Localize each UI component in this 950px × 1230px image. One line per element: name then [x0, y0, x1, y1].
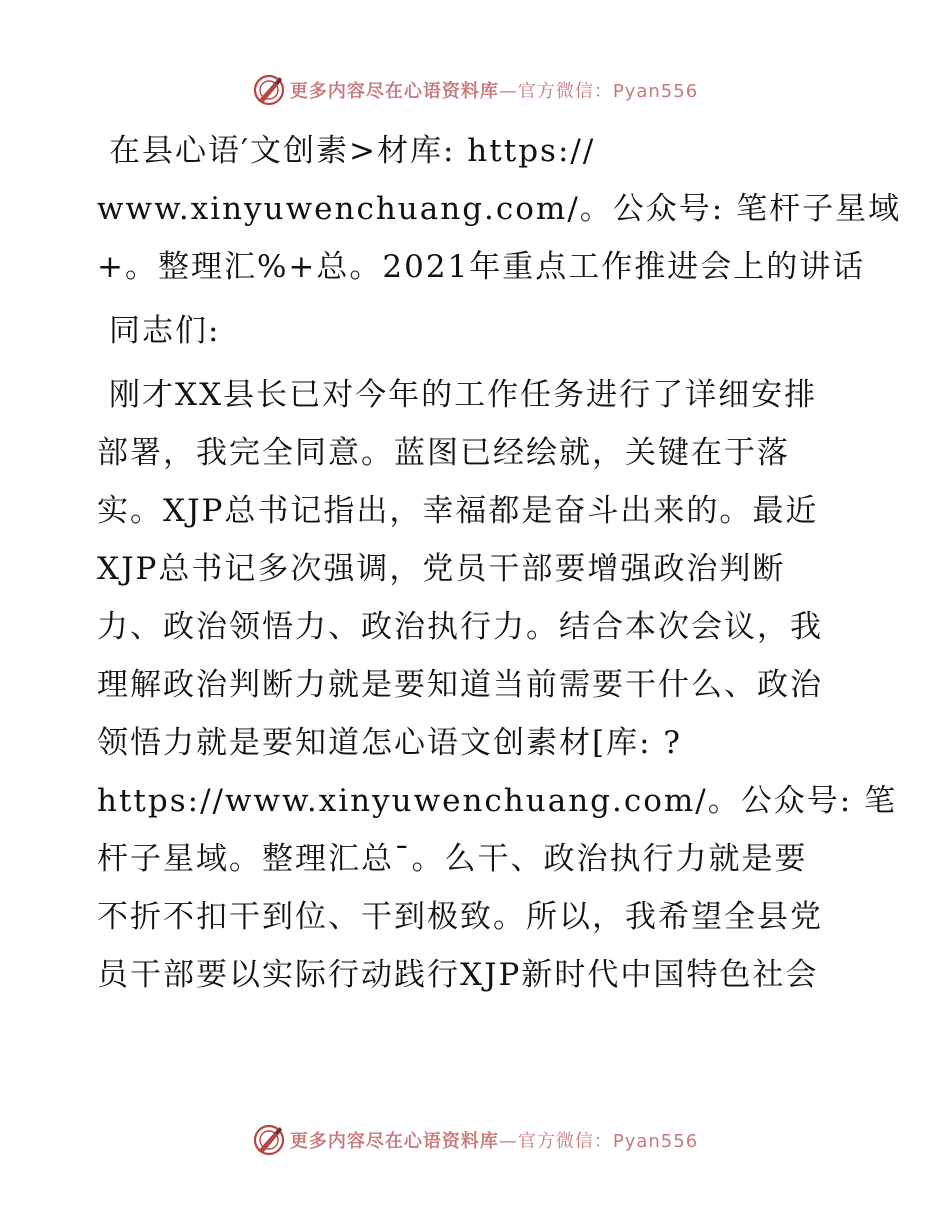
text-line: www.xinyuwenchuang.com/。公众号: 笔杆子星域	[97, 191, 902, 227]
text-line: 部署，我完全同意。蓝图已经绘就，关键在于落	[97, 435, 790, 471]
text-line: https://www.xinyuwenchuang.com/。公众号: 笔	[97, 783, 898, 819]
text-line: +。整理汇%+总。2021年重点工作推进会上的讲话	[97, 249, 866, 285]
text-line: 实。XJP总书记指出，幸福都是奋斗出来的。最近	[97, 493, 819, 529]
document-body	[97, 122, 902, 1004]
text-line: 刚才XX县长已对今年的工作任务进行了详细安排	[109, 377, 818, 413]
salutation: 同志们:	[109, 313, 221, 349]
text-line: 员干部要以实际行动践行XJP新时代中国特色社会	[97, 957, 819, 993]
text-line: 杆子星域。整理汇总¯。么干、政治执行力就是要	[97, 841, 808, 877]
header-watermark-text: 更多内容尽在心语资料库—官方微信：Pyan556	[289, 81, 699, 102]
text-line: 理解政治判断力就是要知道当前需要干什么、政治	[97, 667, 823, 703]
text-line: XJP总书记多次强调，党员干部要增强政治判断	[97, 551, 786, 587]
footer-watermark-text: 更多内容尽在心语资料库—官方微信：Pyan556	[289, 1131, 699, 1152]
text-line: 在县心语′文创素>材库: https://	[109, 133, 596, 169]
footer-watermark	[0, 1120, 950, 1160]
text-line: 不折不扣干到位、干到极致。所以，我希望全县党	[97, 899, 823, 935]
text-line: 领悟力就是要知道怎心语文创素材[库: ?	[97, 725, 683, 761]
pen-logo-icon	[252, 73, 286, 107]
header-watermark	[0, 70, 950, 110]
pen-logo-icon	[252, 1123, 286, 1157]
text-line: 力、政治领悟力、政治执行力。结合本次会议，我	[97, 609, 823, 645]
